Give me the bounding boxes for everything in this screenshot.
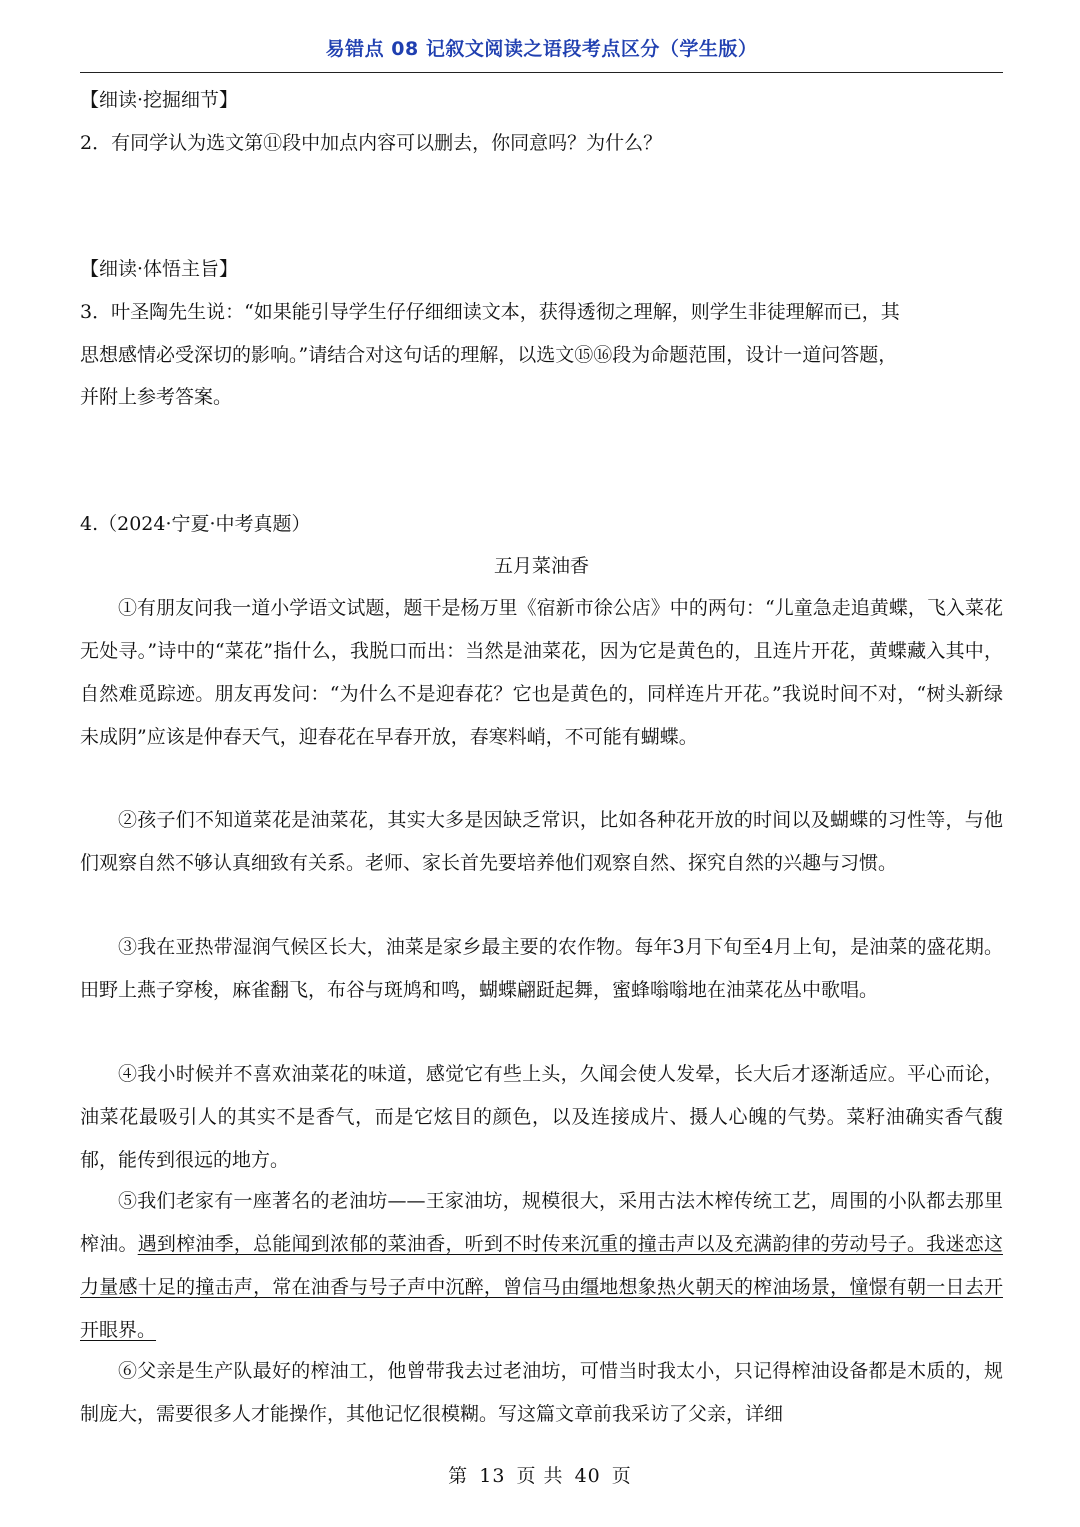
section-label-theme: 【细读·体悟主旨】 <box>80 258 239 280</box>
total-pages: 40 <box>574 1465 601 1487</box>
footer-suffix: 页 <box>611 1465 632 1487</box>
footer-mid: 页 共 <box>516 1465 564 1487</box>
footer-prefix: 第 <box>448 1465 469 1487</box>
question-2: 2．有同学认为选文第⑪段中加点内容可以删去，你同意吗？为什么？ <box>80 132 663 154</box>
essay-paragraph-4: ④我小时候并不喜欢油菜花的味道，感觉它有些上头，久闻会使人发晕，长大后才逐渐适应。平心而论，油菜花最吸引人的其实不是香气，而是它炫目的颜色，以及连接成片、摄人心魄的气势。菜籽油确实香气馥郁，能传到很远的地方。 <box>80 1063 1003 1171</box>
question-3-line-2: 思想感情必受深切的影响。”请结合对这句话的理解，以选文⑮⑯段为命题范围，设计一道问答题， <box>80 344 898 366</box>
essay-paragraph-6: ⑥父亲是生产队最好的榨油工，他曾带我去过老油坊，可惜当时我太小，只记得榨油设备都是木质的，规制庞大，需要很多人才能操作，其他记忆很模糊。写这篇文章前我采访了父亲，详细 <box>80 1360 1003 1425</box>
section-label-details: 【细读·挖掘细节】 <box>80 89 239 111</box>
header-title: 易错点 08 记叙文阅读之语段考点区分（学生版） <box>325 38 758 60</box>
question-3-line-1: 3．叶圣陶先生说：“如果能引导学生仔仔细细读文本，获得透彻之理解，则学生非徒理解而已，其 <box>80 301 900 323</box>
page-header <box>80 30 1003 73</box>
essay-paragraph-3: ③我在亚热带湿润气候区长大，油菜是家乡最主要的农作物。每年3月下旬至4月上旬，是油菜的盛花期。田野上燕子穿梭，麻雀翻飞，布谷与斑鸠和鸣，蝴蝶翩跹起舞，蜜蜂嗡嗡地在油菜花丛中歌唱。 <box>80 936 1003 1001</box>
paragraph-5-plain-text: ⑤我们老家有一座著名的老油坊——王家油坊，规模很大，采用古法木榨传统工艺，周围的小队都去那里榨油。 <box>80 1190 1003 1255</box>
essay-paragraph-1: ①有朋友问我一道小学语文试题，题干是杨万里《宿新市徐公店》中的两句：“儿童急走追黄蝶，飞入菜花无处寻。”诗中的“菜花”指什么，我脱口而出：当然是油菜花，因为它是黄色的，且连片开花，黄蝶藏入其中，自然难觅踪迹。朋友再发问：“为什么不是迎春花？它也是黄色的，同样连片开花。”我说时间不对，“树头新绿未成阴”应该是仲春天气，迎春花在早春开放，春寒料峭，不可能有蝴蝶。 <box>80 597 1003 748</box>
essay-paragraph-5 <box>80 1180 1003 1352</box>
question-4-source: 4.（2024·宁夏·中考真题） <box>80 513 311 535</box>
question-3-line-3: 并附上参考答案。 <box>80 386 233 408</box>
essay-paragraph-2: ②孩子们不知道菜花是油菜花，其实大多是因缺乏常识，比如各种花开放的时间以及蝴蝶的习性等，与他们观察自然不够认真细致有关系。老师、家长首先要培养他们观察自然、探究自然的兴趣与习惯。 <box>80 809 1003 874</box>
essay-title: 五月菜油香 <box>493 555 589 577</box>
current-page-number: 13 <box>479 1465 506 1487</box>
paragraph-5-underlined-text: 遇到榨油季，总能闻到浓郁的菜油香，听到不时传来沉重的撞击声以及充满韵律的劳动号子。我迷恋这力量感十足的撞击声，常在油香与号子声中沉醉，曾信马由缰地想象热火朝天的榨油场景，憧憬有朝一日去开开眼界。 <box>80 1233 1003 1341</box>
page-footer <box>0 1461 1080 1488</box>
